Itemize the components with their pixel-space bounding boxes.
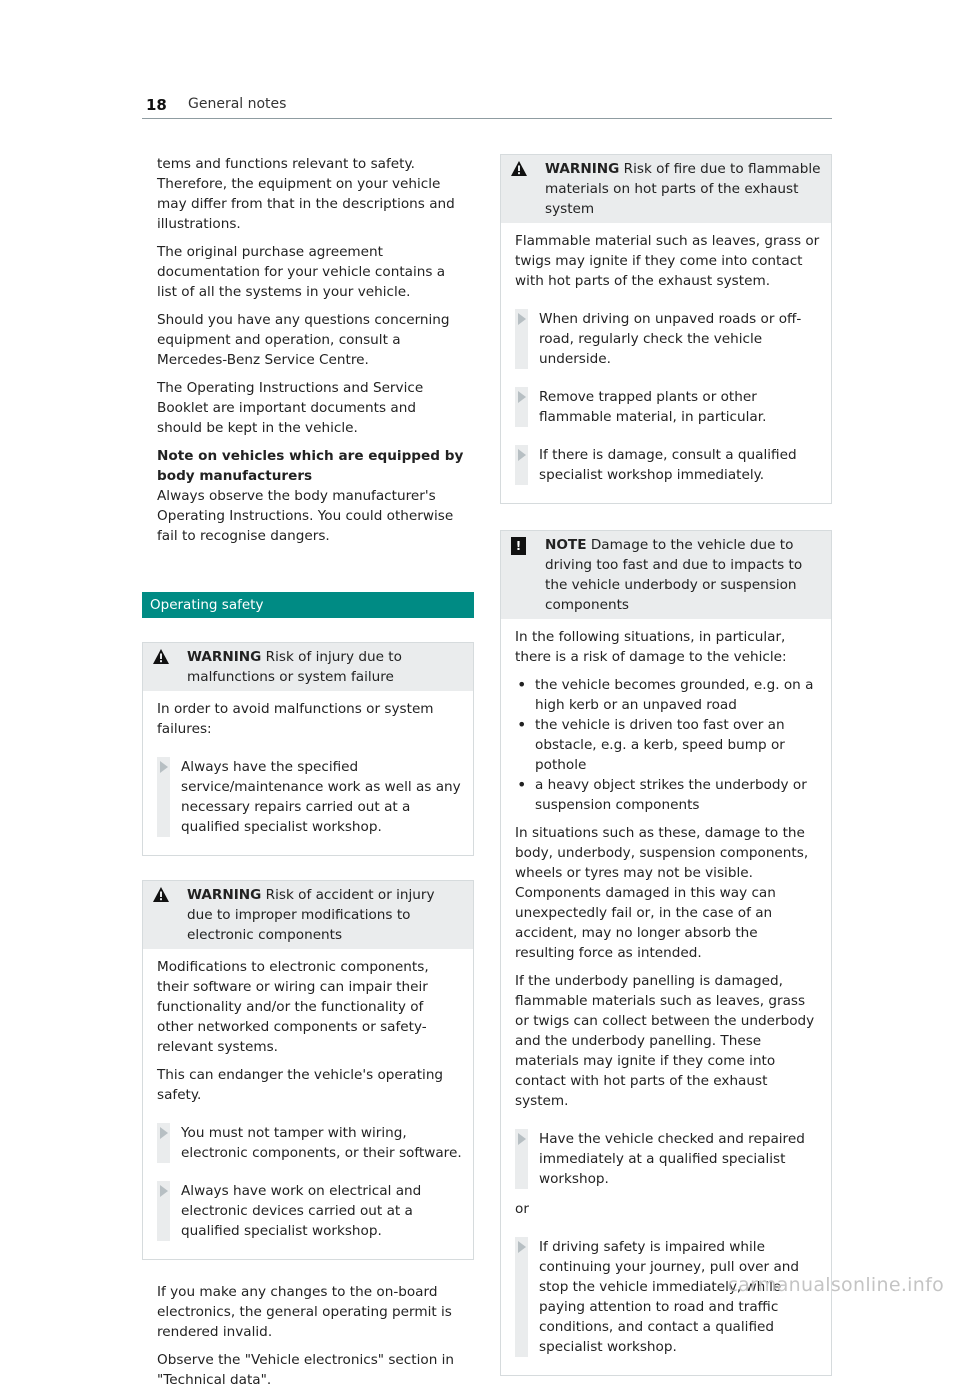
warning-box-fire xyxy=(500,154,832,504)
step-text: Remove trapped plants or other flammable material, in particular. xyxy=(539,389,767,425)
warning-keyword: WARNING xyxy=(187,649,262,665)
warning-box-malfunction xyxy=(142,642,474,856)
intro-text xyxy=(142,154,474,546)
step-arrow-icon xyxy=(515,1237,528,1357)
step-text: If driving safety is impaired while continuing your journey, pull over and stop the vehicle immediately, while paying attention to road and traffic conditions, and contact a qualified specialist workshop. xyxy=(539,1239,800,1355)
step-text: Always have work on electrical and electronic devices carried out at a qualified specialist workshop. xyxy=(181,1183,422,1239)
exclamation-icon: ! xyxy=(511,537,526,555)
warning-text: Flammable material such as leaves, grass or twigs may ignite if they come into contact with hot parts of the exhaust system. xyxy=(515,233,820,289)
intro-paragraph: The Operating Instructions and Service Booklet are important documents and should be kept in the vehicle. xyxy=(157,380,424,436)
instruction-step xyxy=(157,757,463,837)
note-text: In situations such as these, damage to the body, underbody, suspension components, wheels or tyres may not be visible. Components damaged in this way can unexpectedly fail or, in the case of an accident, may no longer absorb the resulting force as intended. xyxy=(515,825,809,961)
step-arrow-icon xyxy=(515,387,528,427)
step-arrow-icon xyxy=(515,309,528,369)
watermark: carmanualsonline.info xyxy=(727,1274,944,1296)
step-arrow-icon xyxy=(157,1123,170,1163)
section-band: Operating safety xyxy=(142,592,474,618)
warning-box-modifications xyxy=(142,880,474,1260)
note-header xyxy=(501,531,831,619)
instruction-step xyxy=(515,445,821,485)
page-number: 18 xyxy=(146,96,167,114)
step-arrow-icon xyxy=(515,445,528,485)
note-text: Always observe the body manufacturer's Operating Instructions. You could otherwise fail to recognise dangers. xyxy=(157,488,454,544)
warning-keyword: WARNING xyxy=(545,161,620,177)
outro-paragraph: If you make any changes to the on-board electronics, the general operating permit is rendered invalid. xyxy=(157,1284,452,1340)
warning-keyword: WARNING xyxy=(187,887,262,903)
note-text: In the following situations, in particular, there is a risk of damage to the vehicle: xyxy=(515,629,787,665)
outro-paragraph: Observe the "Vehicle electronics" section in "Technical data". xyxy=(157,1352,455,1388)
note-body xyxy=(501,619,831,1375)
warning-body xyxy=(501,223,831,503)
warning-title: Risk of fire due to flammable materials on hot parts of the exhaust system xyxy=(545,161,821,217)
note-box-underbody xyxy=(500,530,832,1376)
warning-header xyxy=(143,881,473,949)
step-text: When driving on unpaved roads or off-road, regularly check the vehicle underside. xyxy=(539,311,802,367)
warning-body xyxy=(143,949,473,1259)
note-keyword: NOTE xyxy=(545,537,587,553)
warning-triangle-icon xyxy=(153,887,169,902)
note-title: Damage to the vehicle due to driving too fast and due to impacts to the vehicle underbody or suspension components xyxy=(545,537,803,613)
warning-text: This can endanger the vehicle's operating safety. xyxy=(157,1067,444,1103)
warning-text: Modifications to electronic components, their software or wiring can impair their functionality and/or the functionality of other networked components or safety-relevant systems. xyxy=(157,959,429,1055)
list-item: • a heavy object strikes the underbody or suspension components xyxy=(515,775,821,815)
step-arrow-icon xyxy=(515,1129,528,1189)
step-text: Have the vehicle checked and repaired immediately at a qualified specialist workshop. xyxy=(539,1131,805,1187)
outro-text xyxy=(142,1282,474,1390)
list-item: • the vehicle is driven too fast over an obstacle, e.g. a kerb, speed bump or pothole xyxy=(515,715,821,775)
warning-title: Risk of injury due to malfunctions or system failure xyxy=(187,649,402,685)
intro-paragraph: The original purchase agreement documentation for your vehicle contains a list of all the systems in your vehicle. xyxy=(157,244,446,300)
left-column xyxy=(142,154,474,1398)
instruction-step xyxy=(157,1181,463,1241)
or-text: or xyxy=(515,1201,529,1217)
warning-triangle-icon xyxy=(153,649,169,664)
warning-body xyxy=(143,691,473,855)
step-text: Always have the specified service/maintenance work as well as any necessary repairs carried out at a qualified specialist workshop. xyxy=(181,759,461,835)
bullet-list xyxy=(515,675,821,815)
instruction-step xyxy=(515,387,821,427)
step-text: If there is damage, consult a qualified specialist workshop immediately. xyxy=(539,447,797,483)
step-arrow-icon xyxy=(157,757,170,837)
instruction-step xyxy=(515,1129,821,1189)
note-heading: Note on vehicles which are equipped by body manufacturers xyxy=(157,448,464,484)
warning-text: In order to avoid malfunctions or system failures: xyxy=(157,701,434,737)
intro-paragraph: Should you have any questions concerning equipment and operation, consult a Mercedes-Benz Service Centre. xyxy=(157,312,450,368)
note-text: If the underbody panelling is damaged, flammable materials such as leaves, grass or twigs can collect between the underbody and the underbody panelling. These materials may ignite if they come into contact with hot parts of the exhaust system. xyxy=(515,973,815,1109)
instruction-step xyxy=(515,1237,821,1357)
instruction-step xyxy=(157,1123,463,1163)
warning-header xyxy=(143,643,473,691)
page-header xyxy=(142,94,832,119)
step-arrow-icon xyxy=(157,1181,170,1241)
right-column xyxy=(500,154,832,1390)
list-item: • the vehicle becomes grounded, e.g. on a high kerb or an unpaved road xyxy=(515,675,821,715)
instruction-step xyxy=(515,309,821,369)
section-title: General notes xyxy=(188,96,287,112)
warning-header xyxy=(501,155,831,223)
step-text: You must not tamper with wiring, electronic components, or their software. xyxy=(181,1125,462,1161)
warning-triangle-icon xyxy=(511,161,527,176)
warning-title: Risk of accident or injury due to improper modifications to electronic components xyxy=(187,887,435,943)
intro-paragraph: tems and functions relevant to safety. Therefore, the equipment on your vehicle may differ from that in the descriptions and illustrations. xyxy=(157,156,455,232)
